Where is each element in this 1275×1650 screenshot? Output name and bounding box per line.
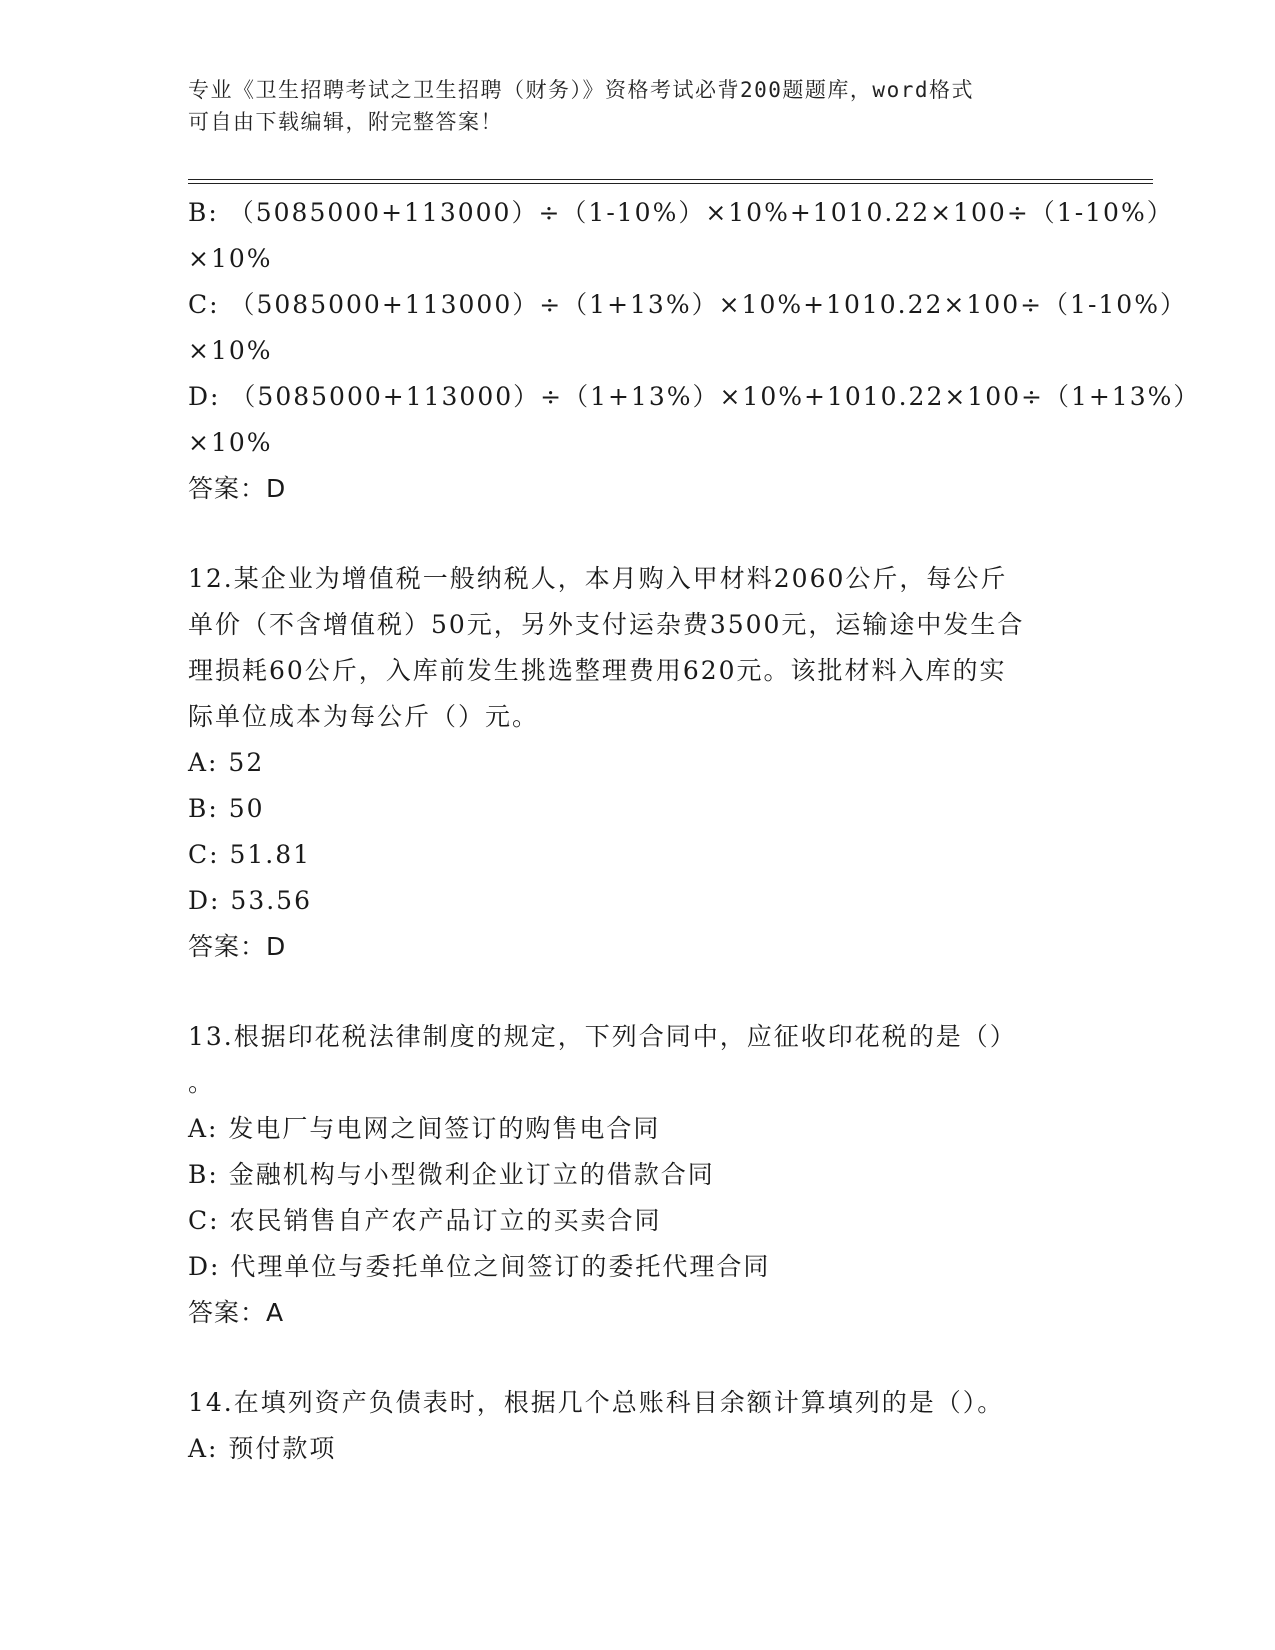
question-12-stem-line: 理损耗60公斤，入库前发生挑选整理费用620元。该批材料入库的实 [188, 656, 1007, 685]
answer-12: 答案：D [188, 932, 287, 961]
document-header [188, 74, 1088, 138]
option-d-line1: D: （5085000+113000）÷（1+13%）×10%+1010.22×100÷（1+13%） [188, 382, 1201, 411]
header-divider-bottom [188, 183, 1153, 184]
option-c-line2: ×10% [188, 336, 273, 365]
spacer [188, 970, 1088, 1014]
option-c-line1: C: （5085000+113000）÷（1+13%）×10%+1010.22×100÷（1-10%） [188, 290, 1187, 319]
question-14-option-a: A: 预付款项 [188, 1434, 337, 1463]
header-title-line1: 专业《卫生招聘考试之卫生招聘（财务）》资格考试必背200题题库，word格式 [188, 78, 974, 102]
answer-11: 答案：D [188, 474, 287, 503]
spacer [188, 1336, 1088, 1380]
question-12-option-a: A: 52 [188, 748, 265, 777]
question-12-option-b: B: 50 [188, 794, 265, 823]
question-13-option-d: D: 代理单位与委托单位之间签订的委托代理合同 [188, 1252, 771, 1281]
question-13-stem-line: 。 [188, 1068, 216, 1097]
question-13-option-a: A: 发电厂与电网之间签订的购售电合同 [188, 1114, 661, 1143]
header-divider-top [188, 179, 1153, 180]
question-14-stem-line: 14.在填列资产负债表时，根据几个总账科目余额计算填列的是（）。 [188, 1388, 1005, 1417]
option-b-line2: ×10% [188, 244, 273, 273]
question-13-option-b: B: 金融机构与小型微利企业订立的借款合同 [188, 1160, 715, 1189]
spacer [188, 512, 1088, 556]
question-12-stem-line: 12.某企业为增值税一般纳税人，本月购入甲材料2060公斤，每公斤 [188, 564, 1008, 593]
question-12-stem-line: 际单位成本为每公斤（）元。 [188, 702, 540, 731]
document-body [188, 190, 1201, 1472]
question-13-option-c: C: 农民销售自产农产品订立的买卖合同 [188, 1206, 662, 1235]
question-13-stem-line: 13.根据印花税法律制度的规定，下列合同中，应征收印花税的是（） [188, 1022, 1017, 1051]
question-11-tail [188, 190, 1201, 512]
question-14 [188, 1380, 1088, 1472]
answer-13: 答案：A [188, 1298, 285, 1327]
question-12-option-d: D: 53.56 [188, 886, 312, 915]
question-12-option-c: C: 51.81 [188, 840, 312, 869]
question-12 [188, 556, 1088, 970]
question-13 [188, 1014, 1088, 1336]
option-b-line1: B: （5085000+113000）÷（1-10%）×10%+1010.22×100÷（1-10%） [188, 198, 1174, 227]
option-d-line2: ×10% [188, 428, 273, 457]
question-12-stem-line: 单价（不含增值税）50元，另外支付运杂费3500元，运输途中发生合 [188, 610, 1025, 639]
header-title-line2: 可自由下载编辑，附完整答案！ [188, 110, 503, 134]
